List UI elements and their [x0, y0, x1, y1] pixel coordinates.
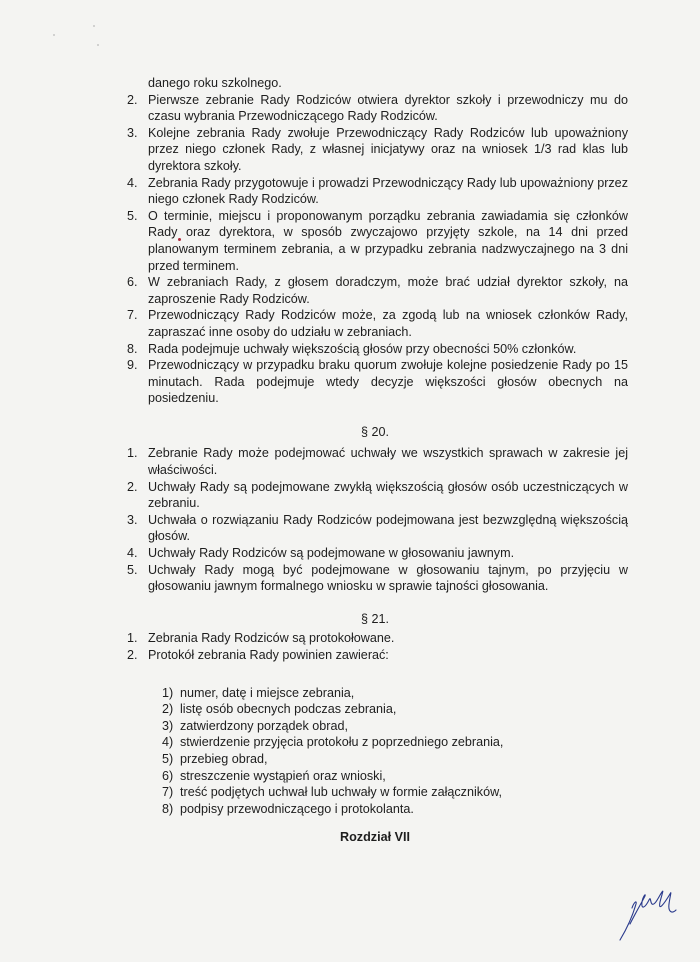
document-body	[122, 75, 628, 859]
item-text: W zebraniach Rady, z głosem doradczym, może brać udział dyrektor szkoły, na zaproszenie Rady Rodziców.	[148, 275, 628, 306]
item-number: 7)	[162, 785, 174, 800]
item-number: 1)	[162, 685, 174, 700]
item-number: 4)	[162, 735, 174, 750]
item-text: Kolejne zebrania Rady zwołuje Przewodniczący Rady Rodziców lub upoważniony przez niego członek Rady, z własnej inicjatywy oraz na wniosek 1/3 rad klas lub dyrektora szkoły.	[148, 125, 628, 173]
item-number: 6.	[127, 275, 138, 290]
chapter-heading: Rozdział VII	[340, 830, 410, 845]
item-text: zatwierdzony porządek obrad,	[180, 718, 349, 733]
item-number: 7.	[127, 308, 138, 323]
item-text: treść podjętych uchwał lub uchwały w formie załączników,	[180, 785, 502, 800]
handwritten-signature	[612, 884, 690, 944]
item-text: Uchwała o rozwiązaniu Rady Rodziców podejmowana jest bezwzględną większością głosów.	[148, 512, 628, 544]
item-number: 1.	[127, 446, 138, 461]
item-number: 5)	[162, 751, 174, 766]
list-item	[122, 208, 628, 274]
sublist-item	[162, 685, 628, 702]
item-number: 1.	[127, 631, 138, 646]
item-text: Pierwsze zebranie Rady Rodziców otwiera dyrektor szkoły i przewodniczy mu do czasu wybrania Przewodniczącego Rady Rodziców.	[148, 92, 628, 124]
list-item	[122, 630, 628, 647]
item-text: streszczenie wystąpień oraz wnioski,	[180, 768, 386, 783]
section-heading-20: § 20.	[360, 424, 389, 439]
sublist-item	[162, 718, 628, 735]
item-text: Zebranie Rady może podejmować uchwały we wszystkich sprawach w zakresie jej właściwości.	[148, 446, 628, 478]
numbered-list-minutes	[122, 630, 628, 663]
list-item	[122, 545, 628, 562]
list-item	[122, 479, 628, 512]
item-text: numer, datę i miejsce zebrania,	[180, 685, 355, 700]
item-number: 3)	[162, 718, 174, 733]
minutes-contents-list	[122, 685, 628, 818]
item-text: stwierdzenie przyjęcia protokołu z poprzedniego zebrania,	[180, 735, 504, 750]
item-text: Uchwały Rady są podejmowane zwykłą większością głosów osób uczestniczących w zebraniu.	[148, 479, 628, 511]
item-number: 2.	[127, 92, 138, 107]
list-item	[122, 274, 628, 307]
item-text: Przewodniczący w przypadku braku quorum zwołuje kolejne posiedzenie Rady po 15 minutach. Rada podejmuje wtedy decyzje większości głosów obecnych na posiedzeniu.	[148, 358, 628, 406]
item-number: 4.	[127, 546, 138, 561]
item-number: 3.	[127, 512, 138, 527]
sublist-item	[162, 751, 628, 768]
item-text: Protokół zebrania Rady powinien zawierać:	[148, 648, 389, 662]
item-text: Przewodniczący Rady Rodziców może, za zgodą lub na wniosek członków Rady, zapraszać inne osoby do udziału w zebraniach.	[148, 308, 628, 339]
paper-speck	[93, 25, 95, 27]
list-item	[122, 341, 628, 358]
item-number: 2.	[127, 479, 138, 494]
item-text: Uchwały Rady mogą być podejmowane w głosowaniu tajnym, po przyjęciu w głosowaniu jawnym formalnego wniosku w sprawie tajności głosowania.	[148, 562, 628, 594]
item-number: 5.	[127, 562, 138, 577]
paper-speck	[53, 34, 55, 36]
item-text: Rada podejmuje uchwały większością głosów przy obecności 50% członków.	[148, 341, 577, 356]
item-number: 6)	[162, 768, 174, 783]
item-number: 5.	[127, 208, 138, 223]
list-item	[122, 562, 628, 595]
sublist-item	[162, 784, 628, 801]
sublist-item	[162, 701, 628, 718]
numbered-list-meetings	[122, 92, 628, 407]
list-item	[122, 175, 628, 208]
item-number: 3.	[127, 125, 138, 140]
list-item	[122, 357, 628, 407]
list-item	[122, 512, 628, 545]
item-text: Uchwały Rady Rodziców są podejmowane w głosowaniu jawnym.	[148, 546, 515, 561]
item-text: O terminie, miejscu i proponowanym porządku zebrania zawiadamia się członków Rady oraz dyrektora, w sposób zwyczajowo przyjęty szkole, na 14 dni przed planowanym terminem zebrania, a w przypadku zebrania nadzwyczajnego na 3 dni przed terminem.	[148, 208, 628, 273]
list-item	[122, 307, 628, 340]
item-text: listę osób obecnych podczas zebrania,	[180, 702, 397, 717]
item-number: 8)	[162, 801, 174, 816]
item-number: 8.	[127, 341, 138, 356]
item-text: podpisy przewodniczącego i protokolanta.	[180, 801, 414, 816]
list-item	[122, 125, 628, 175]
item-text: przebieg obrad,	[180, 751, 268, 766]
item-number: 4.	[127, 175, 138, 190]
continuation-line: danego roku szkolnego.	[148, 76, 282, 90]
list-item	[122, 647, 628, 664]
sublist-item	[162, 734, 628, 751]
paper-speck	[97, 44, 99, 46]
item-number: 2)	[162, 702, 174, 717]
list-item	[122, 445, 628, 478]
item-number: 2.	[127, 648, 138, 662]
numbered-list-resolutions	[122, 445, 628, 594]
list-item	[122, 92, 628, 125]
sublist-item	[162, 768, 628, 785]
sublist-item	[162, 801, 628, 818]
item-text: Zebrania Rady przygotowuje i prowadzi Przewodniczący Rady lub upoważniony przez niego członek Rady Rodziców.	[148, 175, 628, 207]
item-number: 9.	[127, 358, 138, 373]
item-text: Zebrania Rady Rodziców są protokołowane.	[148, 631, 395, 646]
section-heading-21: § 21.	[360, 611, 389, 626]
